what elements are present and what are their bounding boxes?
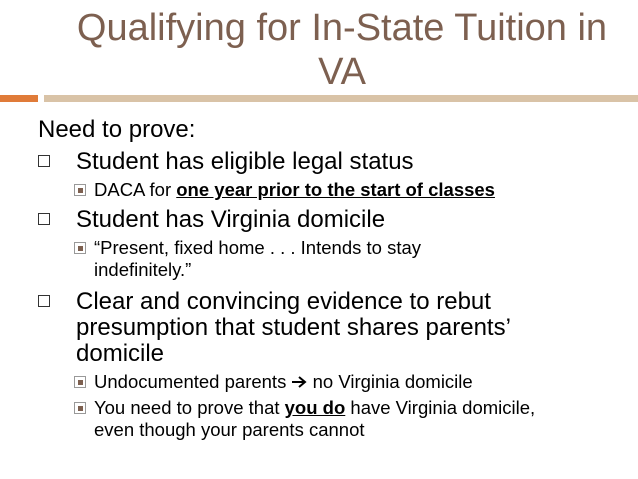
sub-bullet-text: “Present, fixed home . . . Intends to stay indefinitely.” xyxy=(94,237,421,280)
title-rule xyxy=(44,95,638,102)
right-arrow-icon xyxy=(291,375,307,389)
bullet-text: Student has eligible legal status xyxy=(76,148,414,175)
filled-square-bullet-icon xyxy=(74,184,86,196)
sub-bullet-text: DACA for xyxy=(94,179,177,200)
sub-bullet-daca xyxy=(36,179,626,201)
bullet-evidence xyxy=(36,289,626,367)
intro-text: Need to prove: xyxy=(38,116,196,143)
emphasis-text: you do xyxy=(284,397,346,418)
bullet-domicile xyxy=(36,207,626,233)
slide-title xyxy=(52,6,632,94)
bullet-text: Clear and convincing evidence to rebut presumption that student shares parents’ domicile xyxy=(76,288,511,367)
sub-bullet-quote xyxy=(36,237,626,281)
sub-bullet-text: no Virginia domicile xyxy=(307,371,473,392)
sub-bullet-text: have Virginia domicile, even though your parents cannot xyxy=(94,397,536,440)
slide-body xyxy=(36,115,626,441)
filled-square-bullet-icon xyxy=(74,402,86,414)
square-bullet-icon xyxy=(38,213,50,225)
bullet-text: Student has Virginia domicile xyxy=(76,206,386,233)
title-line-1: Qualifying for In-State Tuition in xyxy=(76,7,608,49)
square-bullet-icon xyxy=(38,155,50,167)
bullet-legal-status xyxy=(36,149,626,175)
emphasis-text: one year prior to the start of classes xyxy=(176,179,495,200)
sub-bullet-prove xyxy=(36,397,626,441)
filled-square-bullet-icon xyxy=(74,376,86,388)
title-rule-accent xyxy=(0,95,38,102)
sub-bullet-text: Undocumented parents xyxy=(94,371,292,392)
sub-bullet-undocumented xyxy=(36,371,626,393)
filled-square-bullet-icon xyxy=(74,242,86,254)
sub-bullet-text: You need to prove that xyxy=(94,397,285,418)
title-line-2: VA xyxy=(318,51,366,93)
square-bullet-icon xyxy=(38,295,50,307)
